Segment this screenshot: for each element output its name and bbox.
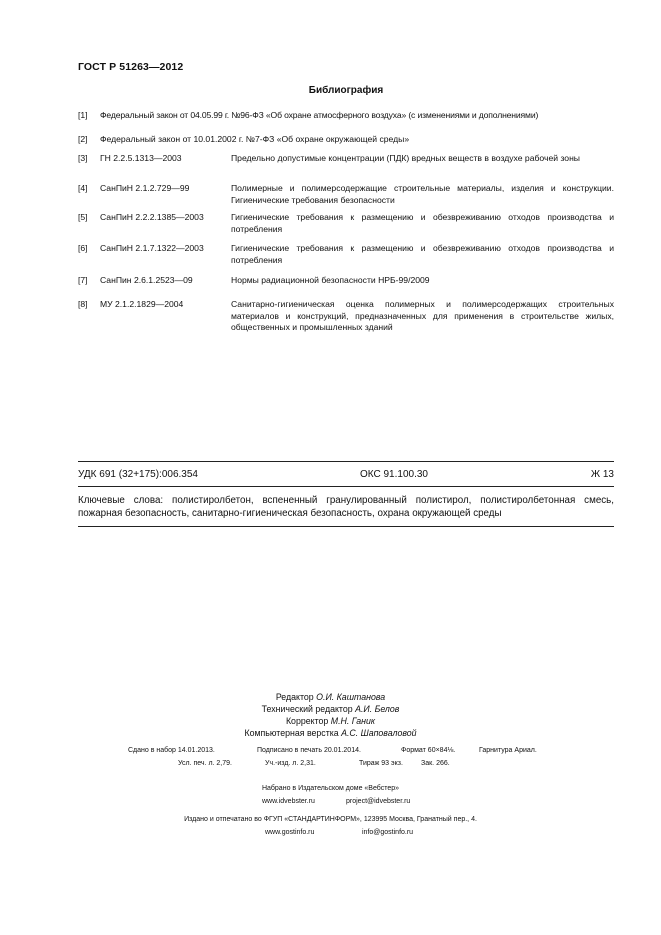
print-set-date: Сдано в набор 14.01.2013.	[128, 747, 215, 754]
entry-number: [5]	[78, 212, 88, 222]
entry-number: [3]	[78, 153, 88, 163]
entry-text: Предельно допустимые концентрации (ПДК) вредных веществ в воздухе рабочей зоны	[231, 153, 580, 163]
entry-number: [4]	[78, 183, 88, 193]
print-signed-date: Подписано в печать 20.01.2014.	[257, 747, 361, 754]
entry-number: [2]	[78, 134, 88, 144]
entry-text: Гигиенические требования к размещению и обезвреживанию отходов производства и потребления	[231, 243, 614, 265]
entry-number: [7]	[78, 275, 88, 285]
entry-code: СанПиН 2.1.7.1322—2003	[100, 243, 204, 253]
standard-code: ГОСТ Р 51263—2012	[78, 61, 184, 73]
bibliography-title: Библиография	[308, 85, 384, 96]
divider-middle	[78, 486, 614, 487]
publisher-printed: Издано и отпечатано во ФГУП «СТАНДАРТИНФОРМ», 123995 Москва, Гранатный пер., 4.	[184, 816, 477, 823]
udk-code: УДК 691 (32+175):006.354	[78, 469, 198, 480]
credit-layout: Компьютерная верстка А.С. Шаповаловой	[244, 728, 417, 738]
entry-number: [1]	[78, 110, 88, 120]
entry-code: СанПин 2.6.1.2523—09	[100, 275, 193, 285]
publisher-typeset: Набрано в Издательском доме «Вебстер»	[261, 785, 400, 792]
entry-code: СанПиН 2.2.2.1385—2003	[100, 212, 204, 222]
print-font: Гарнитура Ариал.	[479, 747, 537, 754]
credit-tech-editor: Технический редактор А.И. Белов	[261, 704, 400, 714]
publisher-website-1: www.idvebster.ru	[262, 798, 315, 805]
credit-corrector: Корректор М.Н. Ганик	[285, 716, 376, 726]
keywords: Ключевые слова: полистиролбетон, вспененный гранулированный полистирол, полистиролбетонная смесь, пожарная безопасность, санитарно-гигиеническая безопасность, охрана окружающей среды	[78, 495, 614, 519]
publisher-website-2: www.gostinfo.ru	[265, 829, 315, 836]
print-run: Тираж 93 экз.	[359, 760, 403, 767]
entry-text: Нормы радиационной безопасности НРБ-99/2009	[231, 275, 430, 285]
entry-text: Федеральный закон от 10.01.2002 г. №7-ФЗ «Об охране окружающей среды»	[100, 134, 410, 144]
entry-text: Полимерные и полимерсодержащие строительные материалы, изделия и конструкции. Гигиенические требования безопасности	[231, 183, 614, 205]
print-pub-sheets: Уч.-изд. л. 2,31.	[265, 760, 316, 767]
entry-code: ГН 2.2.5.1313—2003	[100, 153, 182, 163]
group-code: Ж 13	[590, 469, 614, 480]
credit-editor: Редактор О.И. Каштанова	[275, 692, 386, 702]
divider-bottom	[78, 526, 614, 527]
publisher-email-1: project@idvebster.ru	[346, 798, 411, 805]
print-sheets: Усл. печ. л. 2,79.	[178, 760, 232, 767]
entry-text: Гигиенические требования к размещению и обезвреживанию отходов производства и потребления	[231, 212, 614, 234]
entry-number: [6]	[78, 243, 88, 253]
entry-text: Федеральный закон от 04.05.99 г. №96-ФЗ «Об охране атмосферного воздуха» (с изменениями и дополнениями)	[100, 110, 539, 120]
print-order: Зак. 266.	[421, 760, 450, 767]
divider-top	[78, 461, 614, 462]
entry-code: МУ 2.1.2.1829—2004	[100, 299, 184, 309]
entry-number: [8]	[78, 299, 88, 309]
publisher-email-2: info@gostinfo.ru	[362, 829, 414, 836]
print-format: Формат 60×84⅛.	[401, 747, 456, 754]
oks-code: ОКС 91.100.30	[360, 469, 428, 480]
entry-code: СанПиН 2.1.2.729—99	[100, 183, 190, 193]
entry-text: Санитарно-гигиеническая оценка полимерных и полимерсодержащих строительных материалов и конструкций, предназначенных для применения в строительстве жилых, общественных и промышленных зданий	[231, 299, 614, 332]
